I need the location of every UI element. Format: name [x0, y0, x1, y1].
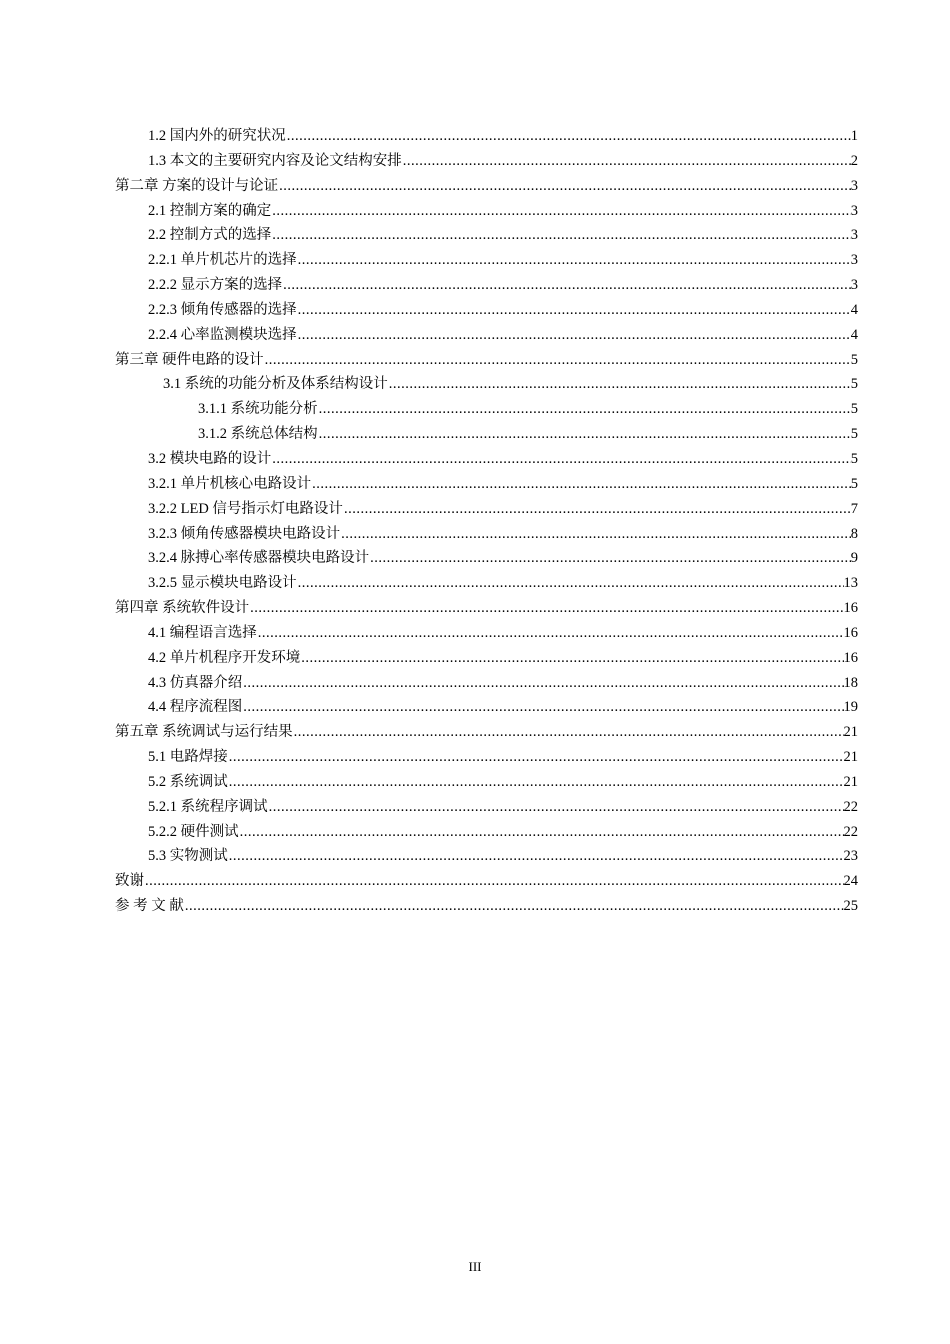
toc-leader-dots	[297, 248, 851, 273]
toc-page-number: 18	[843, 674, 858, 691]
toc-title: 5.2.2 硬件测试	[148, 823, 239, 840]
toc-page-number: 21	[843, 724, 858, 741]
toc-title: 2.2 控制方式的选择	[148, 227, 272, 244]
toc-title: 5.1 电路焊接	[148, 749, 228, 766]
toc-title: 第三章 硬件电路的设计	[115, 351, 264, 368]
toc-page-number: 5	[850, 401, 858, 418]
toc-leader-dots	[271, 447, 851, 472]
toc-leader-dots	[286, 124, 851, 149]
toc-title: 3.1 系统的功能分析及体系结构设计	[163, 376, 388, 393]
toc-leader-dots	[242, 695, 843, 720]
toc-row[interactable]	[0, 174, 950, 199]
toc-title: 2.2.4 心率监测模块选择	[148, 326, 297, 343]
toc-title: 3.2.3 倾角传感器模块电路设计	[148, 525, 341, 542]
toc-title: 5.2 系统调试	[148, 773, 228, 790]
toc-row[interactable]	[0, 273, 950, 298]
toc-entry[interactable]	[148, 795, 858, 820]
toc-page-number: 3	[850, 202, 858, 219]
toc-entry[interactable]	[148, 820, 858, 845]
toc-entry[interactable]	[148, 447, 858, 472]
toc-leader-dots	[343, 497, 851, 522]
toc-page-number: 3	[850, 277, 858, 294]
toc-entry[interactable]	[115, 720, 858, 745]
toc-entry[interactable]	[148, 770, 858, 795]
toc-entry[interactable]	[115, 894, 858, 919]
toc-entry[interactable]	[148, 497, 858, 522]
toc-row[interactable]	[0, 522, 950, 547]
toc-row[interactable]	[0, 348, 950, 373]
toc-page-number: 5	[850, 426, 858, 443]
toc-page-number: 1	[850, 128, 858, 144]
toc-page-number: 8	[850, 525, 858, 542]
toc-entry[interactable]	[148, 223, 858, 248]
toc-row[interactable]	[0, 223, 950, 248]
toc-leader-dots	[184, 894, 844, 919]
toc-leader-dots	[228, 770, 844, 795]
toc-row[interactable]	[0, 323, 950, 348]
toc-leader-dots	[311, 472, 851, 497]
toc-title: 3.1.1 系统功能分析	[198, 401, 318, 418]
toc-entry[interactable]	[148, 199, 858, 224]
toc-title: 3.2.1 单片机核心电路设计	[148, 475, 312, 492]
toc-row[interactable]	[0, 844, 950, 869]
toc-entry[interactable]	[148, 248, 858, 273]
toc-entry[interactable]	[163, 372, 858, 397]
toc-page-number: 22	[843, 798, 858, 815]
toc-row[interactable]	[0, 820, 950, 845]
toc-page-number: 21	[843, 773, 858, 790]
toc-title: 1.2 国内外的研究状况	[148, 128, 286, 144]
toc-title: 4.2 单片机程序开发环境	[148, 649, 301, 666]
toc-row[interactable]	[0, 124, 950, 149]
toc-page-number: 19	[843, 699, 858, 716]
toc-entry[interactable]	[148, 546, 858, 571]
toc-title: 2.1 控制方案的确定	[148, 202, 272, 219]
toc-leader-dots	[369, 546, 851, 571]
toc-row[interactable]	[0, 894, 950, 919]
toc-title: 参 考 文 献	[115, 898, 184, 915]
toc-row[interactable]	[0, 671, 950, 696]
toc-entry[interactable]	[148, 646, 858, 671]
toc-leader-dots	[257, 621, 844, 646]
toc-row[interactable]	[0, 596, 950, 621]
toc-page-number: 3	[850, 252, 858, 269]
toc-row[interactable]	[0, 546, 950, 571]
toc-leader-dots	[297, 571, 844, 596]
toc-title: 致谢	[115, 873, 144, 890]
toc-page-number: 25	[843, 898, 858, 915]
toc-leader-dots	[402, 149, 851, 174]
toc-page-number: 13	[843, 575, 858, 592]
toc-entry[interactable]	[148, 124, 858, 149]
toc-row[interactable]	[0, 795, 950, 820]
toc-entry[interactable]	[115, 869, 858, 894]
toc-entry[interactable]	[198, 422, 858, 447]
toc-page-number: 16	[843, 624, 858, 641]
toc-page-number: 23	[843, 848, 858, 865]
toc-entry[interactable]	[115, 596, 858, 621]
toc-leader-dots	[239, 820, 844, 845]
toc-leader-dots	[318, 422, 851, 447]
toc-leader-dots	[297, 323, 851, 348]
toc-page-number: 3	[850, 177, 858, 194]
toc-title: 3.2.2 LED 信号指示灯电路设计	[148, 500, 343, 517]
toc-leader-dots	[278, 174, 851, 199]
toc-leader-dots	[242, 671, 843, 696]
toc-entry[interactable]	[148, 149, 858, 174]
toc-leader-dots	[144, 869, 844, 894]
toc-row[interactable]	[0, 646, 950, 671]
toc-leader-dots	[293, 720, 844, 745]
toc-entry[interactable]	[148, 671, 858, 696]
toc-leader-dots	[271, 223, 851, 248]
toc-leader-dots	[388, 372, 851, 397]
toc-page-number: 9	[850, 550, 858, 567]
toc-leader-dots	[268, 795, 844, 820]
toc-title: 2.2.1 单片机芯片的选择	[148, 252, 297, 269]
toc-title: 5.2.1 系统程序调试	[148, 798, 268, 815]
toc-page-number: 5	[850, 475, 858, 492]
toc-row[interactable]	[0, 422, 950, 447]
toc-row[interactable]	[0, 298, 950, 323]
page-number: III	[468, 1259, 482, 1274]
toc-row[interactable]	[0, 447, 950, 472]
toc-entry[interactable]	[115, 348, 858, 373]
toc-title: 3.2.5 显示模块电路设计	[148, 575, 297, 592]
toc-title: 5.3 实物测试	[148, 848, 228, 865]
toc-page-number: 16	[843, 600, 858, 617]
toc-title: 3.2 模块电路的设计	[148, 450, 272, 467]
toc-row[interactable]	[0, 621, 950, 646]
toc-page-number: 3	[850, 227, 858, 244]
toc-title: 4.1 编程语言选择	[148, 624, 257, 641]
toc-entry[interactable]	[198, 397, 858, 422]
toc-page-number: 21	[843, 749, 858, 766]
toc-row[interactable]	[0, 372, 950, 397]
toc-row[interactable]	[0, 720, 950, 745]
toc-entry[interactable]	[148, 472, 858, 497]
toc-leader-dots	[228, 745, 844, 770]
toc-row[interactable]	[0, 149, 950, 174]
toc-page-number: 22	[843, 823, 858, 840]
toc-title: 第五章 系统调试与运行结果	[115, 724, 293, 741]
toc-row[interactable]	[0, 745, 950, 770]
toc-title: 第四章 系统软件设计	[115, 600, 250, 617]
toc-leader-dots	[340, 522, 851, 547]
toc-leader-dots	[249, 596, 843, 621]
toc-row[interactable]	[0, 397, 950, 422]
toc-row[interactable]	[0, 199, 950, 224]
toc-title: 3.1.2 系统总体结构	[198, 426, 318, 443]
toc-entry[interactable]	[148, 273, 858, 298]
toc-page-number: 24	[843, 873, 858, 890]
toc-page-number: 2	[850, 152, 858, 169]
toc-page-number: 4	[850, 326, 858, 343]
toc-leader-dots	[264, 348, 851, 373]
toc-row[interactable]	[0, 472, 950, 497]
toc-row[interactable]	[0, 497, 950, 522]
toc-title: 4.4 程序流程图	[148, 699, 243, 716]
toc-entry[interactable]	[148, 571, 858, 596]
toc-title: 第二章 方案的设计与论证	[115, 177, 279, 194]
toc-title: 3.2.4 脉搏心率传感器模块电路设计	[148, 550, 370, 567]
toc-page-number: 5	[850, 450, 858, 467]
toc-leader-dots	[297, 298, 851, 323]
toc-entry[interactable]	[148, 323, 858, 348]
toc-entry[interactable]	[148, 621, 858, 646]
toc-row[interactable]	[0, 869, 950, 894]
toc-title: 2.2.3 倾角传感器的选择	[148, 301, 297, 318]
toc-row[interactable]	[0, 770, 950, 795]
toc-page-number: 4	[850, 301, 858, 318]
toc-entry[interactable]	[148, 298, 858, 323]
toc-entry[interactable]	[148, 522, 858, 547]
toc-leader-dots	[228, 844, 844, 869]
toc-page-number: 5	[850, 376, 858, 393]
toc-page-number: 16	[843, 649, 858, 666]
toc-row[interactable]	[0, 248, 950, 273]
toc-leader-dots	[282, 273, 851, 298]
toc-leader-dots	[271, 199, 851, 224]
toc-title: 4.3 仿真器介绍	[148, 674, 243, 691]
toc-entry[interactable]	[148, 695, 858, 720]
table-of-contents	[0, 124, 950, 919]
toc-title: 2.2.2 显示方案的选择	[148, 277, 283, 294]
toc-row[interactable]	[0, 571, 950, 596]
toc-leader-dots	[318, 397, 851, 422]
toc-title: 1.3 本文的主要研究内容及论文结构安排	[148, 152, 402, 169]
toc-entry[interactable]	[148, 745, 858, 770]
toc-page-number: 5	[850, 351, 858, 368]
toc-leader-dots	[300, 646, 843, 671]
toc-entry[interactable]	[115, 174, 858, 199]
toc-page-number: 7	[850, 500, 858, 517]
toc-row[interactable]	[0, 695, 950, 720]
toc-entry[interactable]	[148, 844, 858, 869]
